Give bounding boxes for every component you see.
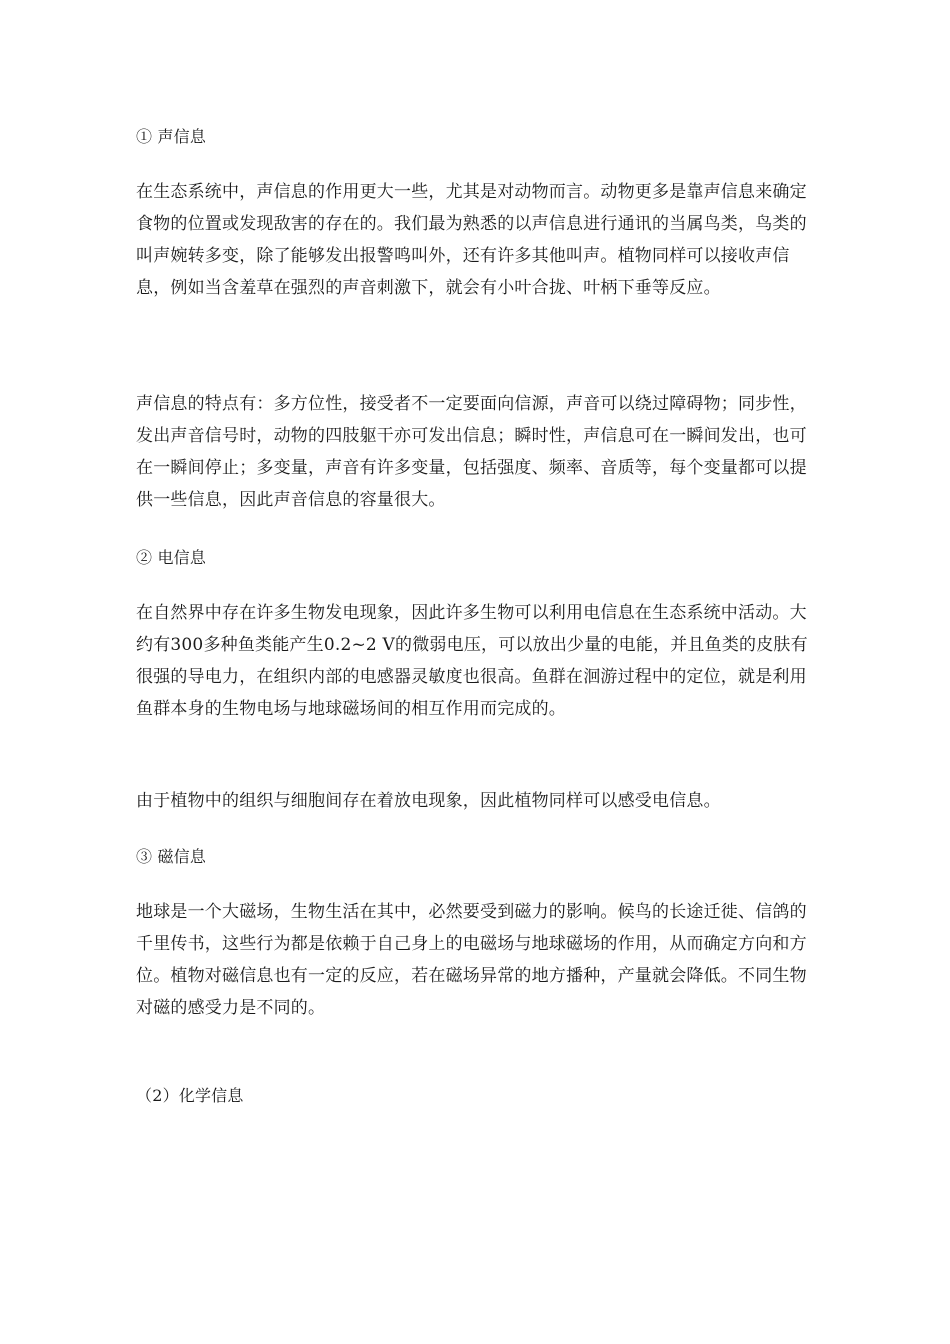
paragraph-sound-info-2: 声信息的特点有：多方位性，接受者不一定要面向信源，声音可以绕过障碍物；同步性，发出声音信号时，动物的四肢躯干亦可发出信息；瞬时性，声信息可在一瞬间发出，也可在一瞬间停止；多变量，声音有许多变量，包括强度、频率、音质等，每个变量都可以提供一些信息，因此声音信息的容量很大。: [136, 394, 807, 510]
paragraph-electric-info-1: 在自然界中存在许多生物发电现象，因此许多生物可以利用电信息在生态系统中活动。大约有300多种鱼类能产生0.2~2 V的微弱电压，可以放出少量的电能，并且鱼类的皮肤有很强的导电力，在组织内部的电感器灵敏度也很高。鱼群在洄游过程中的定位，就是利用鱼群本身的生物电场与地球磁场间的相互作用而完成的。: [136, 603, 808, 719]
paragraph-magnetic-info: 地球是一个大磁场，生物生活在其中，必然要受到磁力的影响。候鸟的长途迁徙、信鸽的千里传书，这些行为都是依赖于自己身上的电磁场与地球磁场的作用，从而确定方向和方位。植物对磁信息也有一定的反应，若在磁场异常的地方播种，产量就会降低。不同生物对磁的感受力是不同的。: [136, 902, 807, 1018]
heading-electric-info: ② 电信息: [136, 548, 207, 567]
heading-chemical-info: （2）化学信息: [136, 1086, 244, 1105]
paragraph-electric-info-2: 由于植物中的组织与细胞间存在着放电现象，因此植物同样可以感受电信息。: [136, 791, 721, 811]
paragraph-sound-info-1: 在生态系统中，声信息的作用更大一些，尤其是对动物而言。动物更多是靠声信息来确定食物的位置或发现敌害的存在的。我们最为熟悉的以声信息进行通讯的当属鸟类，鸟类的叫声婉转多变，除了能够发出报警鸣叫外，还有许多其他叫声。植物同样可以接收声信息，例如当含羞草在强烈的声音刺激下，就会有小叶合拢、叶柄下垂等反应。: [136, 182, 807, 298]
heading-sound-info: ① 声信息: [136, 127, 207, 146]
heading-magnetic-info: ③ 磁信息: [136, 847, 207, 866]
